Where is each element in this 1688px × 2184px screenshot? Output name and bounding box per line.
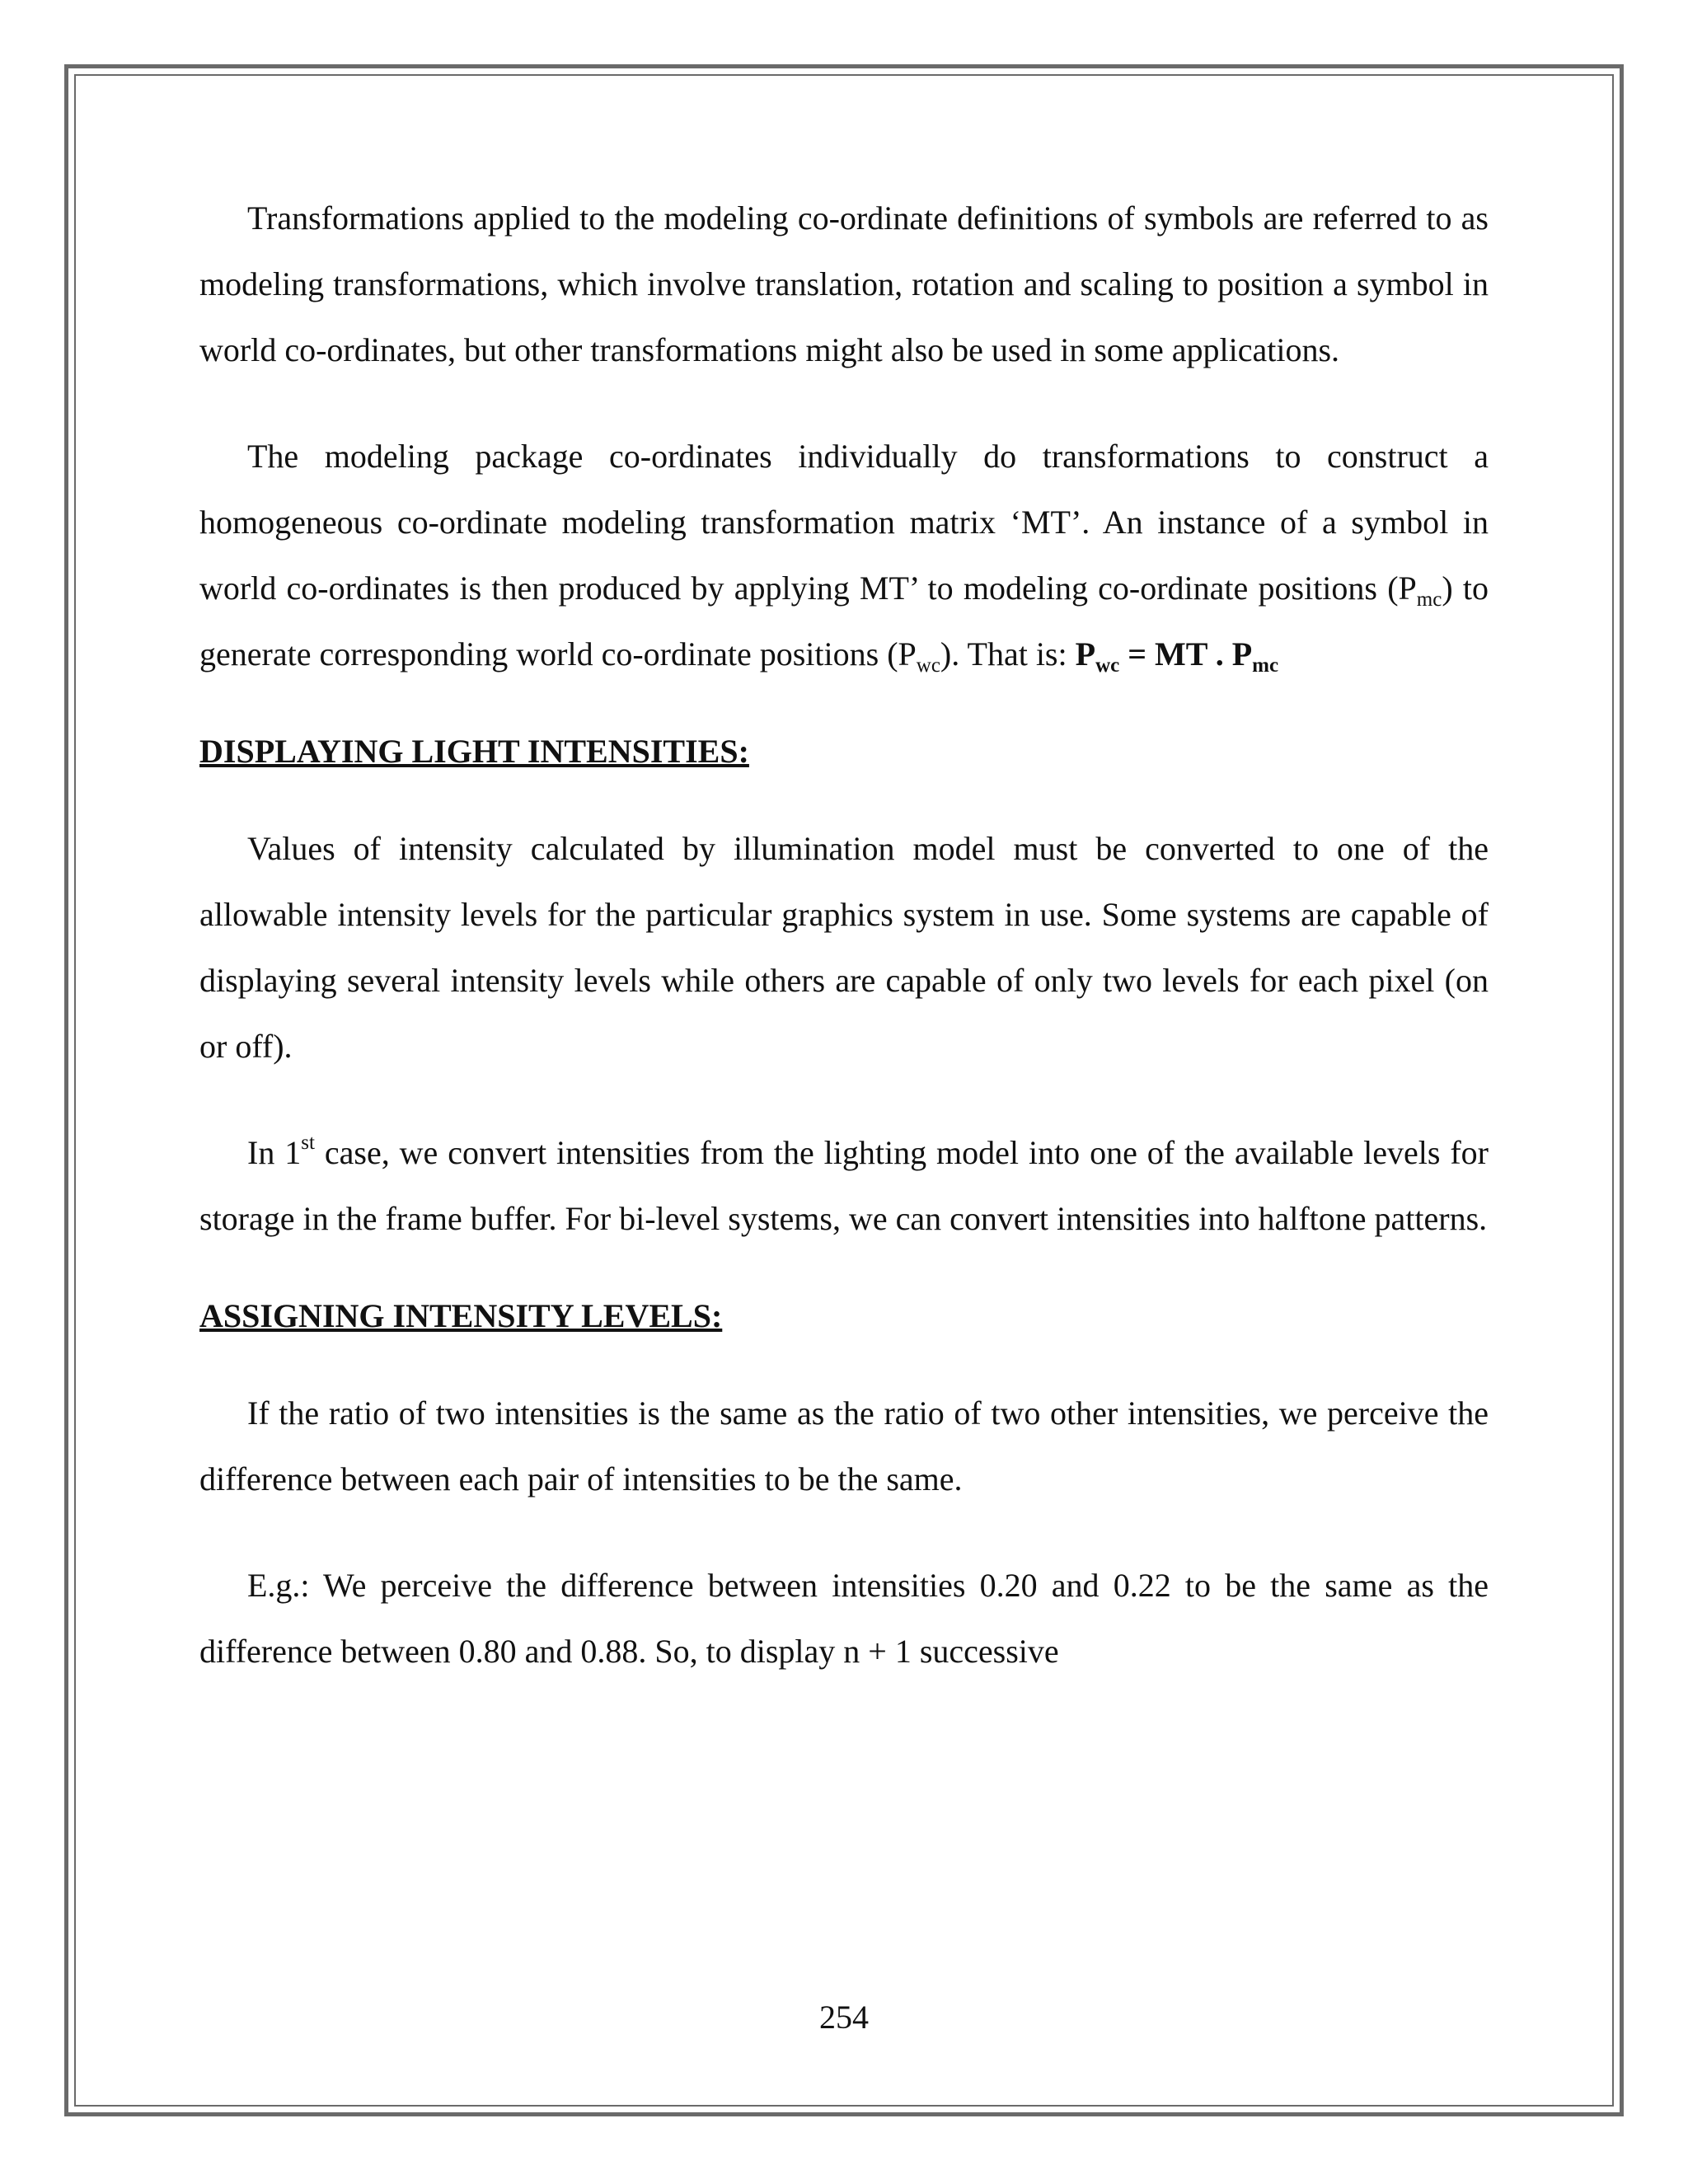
formula-p: P xyxy=(1231,635,1253,673)
heading-displaying-light-intensities: DISPLAYING LIGHT INTENSITIES: xyxy=(199,733,749,770)
formula-subscript-mc: mc xyxy=(1252,654,1279,677)
paragraph-text: ) to generate corresponding world co-ordinate positions (P xyxy=(199,569,1489,673)
page-number: 254 xyxy=(819,1999,869,2036)
paragraph-text: case, we convert intensities from the lighting model into one of the available levels for storage in the frame buffer. For bi-level systems, we can convert intensities into halftone patterns. xyxy=(199,1134,1489,1237)
formula xyxy=(1075,635,1279,677)
paragraph-first-case xyxy=(199,1120,1489,1252)
subscript-wc: wc xyxy=(916,654,940,677)
formula-p: P xyxy=(1075,635,1096,673)
paragraph-example: E.g.: We perceive the difference between intensities 0.20 and 0.22 to be the same as the difference between 0.80 and 0.88. So, to display n + 1 successive xyxy=(199,1567,1489,1670)
formula-subscript-wc: wc xyxy=(1095,654,1120,677)
formula-eq: = MT . xyxy=(1119,635,1232,673)
paragraph-intensity-values: Values of intensity calculated by illumination model must be converted to one of the allowable intensity levels for the particular graphics system in use. Some systems are capable of displaying several intensity levels while others are capable of only two levels for each pixel (on or off). xyxy=(199,830,1489,1065)
superscript-st: st xyxy=(301,1132,315,1154)
paragraph-modeling-package xyxy=(199,424,1489,687)
paragraph-intensity-ratio: If the ratio of two intensities is the same as the ratio of two other intensities, we perceive the difference between each pair of intensities to be the same. xyxy=(199,1394,1489,1497)
paragraph-text: The modeling package co-ordinates individually do transformations to construct a homogeneous co-ordinate modeling transformation matrix ‘MT’. An instance of a symbol in world co-ordinates is then produced by applying MT’ to modeling co-ordinate positions (P xyxy=(199,438,1489,607)
page-content xyxy=(199,185,1489,1685)
heading-assigning-intensity-levels: ASSIGNING INTENSITY LEVELS: xyxy=(199,1297,723,1334)
paragraph-modeling-transformations: Transformations applied to the modeling co-ordinate definitions of symbols are referred to as modeling transformations, which involve translation, rotation and scaling to position a symbol in world co-ordinates, but other transformations might also be used in some applications. xyxy=(199,199,1489,368)
paragraph-text: In 1 xyxy=(247,1134,302,1171)
subscript-mc: mc xyxy=(1416,588,1442,611)
paragraph-text: ). That is: xyxy=(940,635,1076,673)
